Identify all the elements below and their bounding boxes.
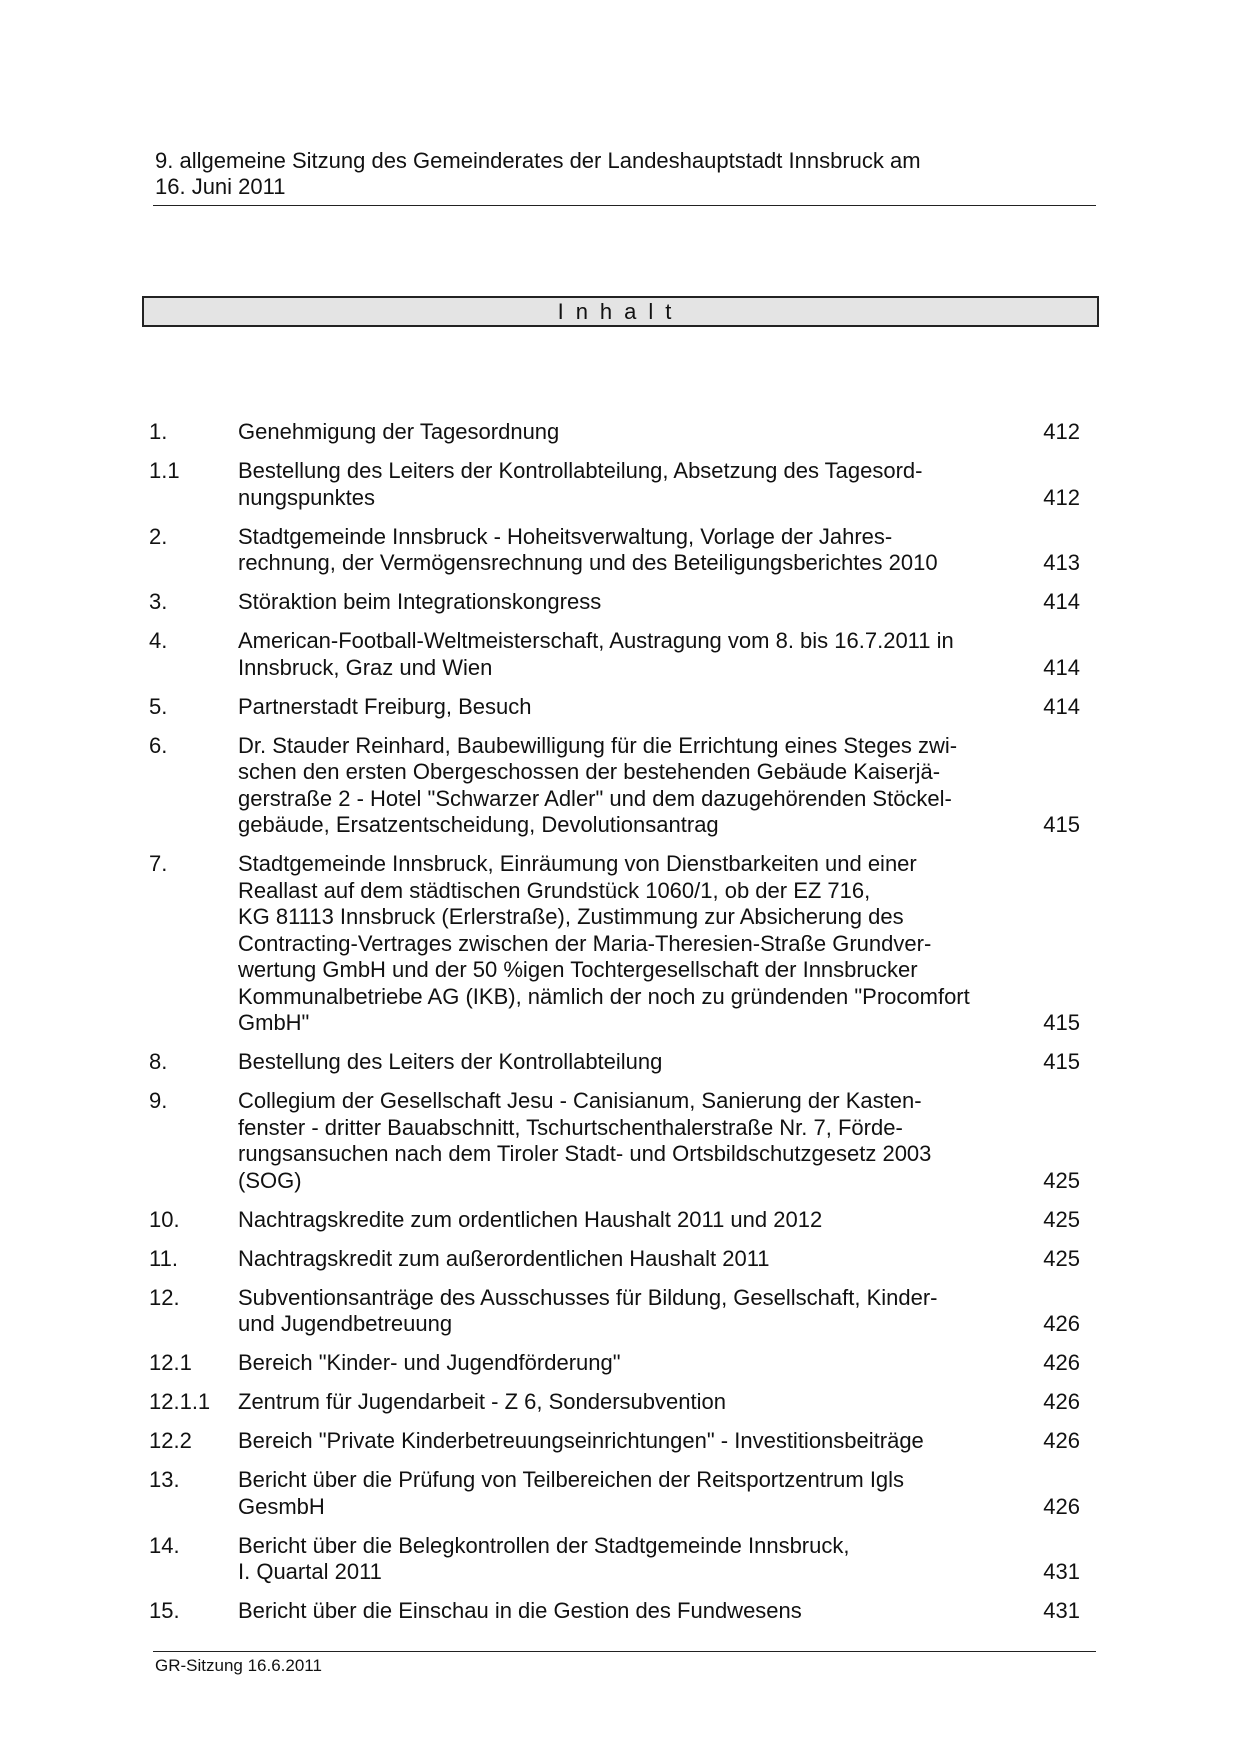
toc-entry-title-line: GesmbH	[238, 1493, 325, 1519]
toc-entry-page: 415	[1043, 1049, 1080, 1074]
toc-entry-number: 11.	[149, 1245, 178, 1271]
toc-entry-title-line: American-Football-Weltmeisterschaft, Austragung vom 8. bis 16.7.2011 in	[238, 628, 954, 653]
toc-entry-title-line: Nachtragskredite zum ordentlichen Haushalt 2011 und 2012	[238, 1206, 823, 1232]
toc-entry-title	[238, 1207, 1018, 1234]
toc-entry-title-line: Stadtgemeinde Innsbruck - Hoheitsverwaltung, Vorlage der Jahres-	[238, 523, 893, 549]
toc-entry[interactable]	[149, 1428, 1099, 1455]
toc-entry-title-line: (SOG)	[238, 1167, 302, 1193]
toc-entry-title	[238, 524, 1018, 577]
footer-divider	[153, 1651, 1096, 1652]
toc-entry-page: 414	[1043, 589, 1080, 614]
toc-entry-title-line: Kommunalbetriebe AG (IKB), nämlich der noch zu gründenden "Procomfort	[238, 983, 970, 1009]
toc-entry-title	[238, 1598, 1018, 1625]
table-of-contents	[149, 419, 1099, 1637]
toc-entry-title-line: Innsbruck, Graz und Wien	[238, 654, 493, 680]
toc-entry-title-line: Bereich "Kinder- und Jugendförderung"	[238, 1350, 621, 1375]
toc-entry-page: 425	[1043, 1245, 1080, 1271]
toc-entry-number: 15.	[149, 1598, 180, 1623]
toc-entry-number: 3.	[149, 589, 168, 614]
toc-entry-title-line: Collegium der Gesellschaft Jesu - Canisianum, Sanierung der Kasten-	[238, 1088, 922, 1113]
toc-entry-page: 426	[1043, 1493, 1080, 1519]
toc-entry-title-line: Zentrum für Jugendarbeit - Z 6, Sondersubvention	[238, 1389, 726, 1414]
toc-entry-page: 426	[1043, 1389, 1080, 1414]
toc-entry-number: 4.	[149, 628, 168, 653]
header-divider	[153, 205, 1096, 206]
toc-entry-page: 415	[1043, 1010, 1080, 1035]
toc-entry-page: 412	[1043, 484, 1080, 510]
toc-entry-page: 425	[1043, 1206, 1080, 1232]
toc-entry-title-line: Dr. Stauder Reinhard, Baubewilligung für die Errichtung eines Steges zwi-	[238, 732, 958, 758]
toc-entry-title-line: gebäude, Ersatzentscheidung, Devolutionsantrag	[238, 812, 719, 837]
toc-entry-title	[238, 1428, 1018, 1455]
toc-entry[interactable]	[149, 589, 1099, 616]
toc-entry-page: 425	[1043, 1167, 1080, 1193]
toc-entry-number: 13.	[149, 1467, 180, 1492]
toc-entry-title-line: rungsansuchen nach dem Tiroler Stadt- und Ortsbildschutzgesetz 2003	[238, 1141, 932, 1166]
toc-entry-title-line: schen den ersten Obergeschossen der bestehenden Gebäude Kaiserjä-	[238, 759, 941, 784]
toc-entry-title-line: nungspunktes	[238, 484, 375, 510]
toc-entry[interactable]	[149, 851, 1099, 1037]
toc-entry-title	[238, 1049, 1018, 1076]
toc-entry-number: 8.	[149, 1049, 168, 1074]
toc-entry-title-line: Bestellung des Leiters der Kontrollabteilung, Absetzung des Tagesord-	[238, 458, 923, 483]
toc-entry-page: 414	[1043, 693, 1080, 719]
toc-entry[interactable]	[149, 733, 1099, 839]
header-line-1: 9. allgemeine Sitzung des Gemeinderates der Landeshauptstadt Innsbruck am	[155, 148, 921, 173]
toc-entry-number: 6.	[149, 732, 168, 758]
toc-entry-page: 415	[1043, 812, 1080, 837]
toc-entry[interactable]	[149, 524, 1099, 577]
toc-entry-number: 12.1	[149, 1350, 192, 1375]
toc-entry-title	[238, 1467, 1018, 1520]
toc-entry-title-line: Störaktion beim Integrationskongress	[238, 589, 602, 614]
toc-entry-page: 426	[1043, 1350, 1080, 1375]
toc-entry[interactable]	[149, 1598, 1099, 1625]
toc-entry-number: 7.	[149, 851, 168, 876]
toc-entry-title	[238, 628, 1018, 681]
toc-entry-number: 10.	[149, 1206, 180, 1232]
toc-entry-title-line: KG 81113 Innsbruck (Erlerstraße), Zustimmung zur Absicherung des	[238, 904, 904, 929]
toc-entry-title-line: I. Quartal 2011	[238, 1559, 382, 1584]
toc-entry-title-line: gerstraße 2 - Hotel "Schwarzer Adler" und dem dazugehörenden Stöckel-	[238, 785, 952, 811]
page-header	[155, 148, 1095, 200]
toc-entry[interactable]	[149, 1389, 1099, 1416]
toc-entry-page: 412	[1043, 419, 1080, 444]
toc-entry-title	[238, 694, 1018, 721]
toc-entry-title	[238, 1088, 1018, 1194]
toc-entry[interactable]	[149, 1207, 1099, 1234]
toc-entry[interactable]	[149, 628, 1099, 681]
toc-entry[interactable]	[149, 458, 1099, 511]
toc-entry[interactable]	[149, 1088, 1099, 1194]
toc-entry-title-line: GmbH"	[238, 1010, 310, 1035]
toc-entry-title	[238, 458, 1018, 511]
toc-entry[interactable]	[149, 1350, 1099, 1377]
toc-entry-page: 426	[1043, 1311, 1080, 1336]
toc-entry[interactable]	[149, 1467, 1099, 1520]
page-footer: GR-Sitzung 16.6.2011	[155, 1656, 322, 1675]
toc-entry-page: 413	[1043, 550, 1080, 575]
toc-entry-title-line: Bericht über die Belegkontrollen der Stadtgemeinde Innsbruck,	[238, 1532, 850, 1558]
toc-entry-title	[238, 1246, 1018, 1273]
toc-title-box	[142, 296, 1099, 327]
toc-entry[interactable]	[149, 1285, 1099, 1338]
toc-entry-number: 12.2	[149, 1428, 192, 1453]
toc-entry[interactable]	[149, 1049, 1099, 1076]
toc-entry-title-line: Bestellung des Leiters der Kontrollabteilung	[238, 1049, 663, 1074]
toc-entry-title	[238, 851, 1018, 1037]
toc-entry-title	[238, 733, 1018, 839]
toc-entry-title-line: Contracting-Vertrages zwischen der Maria-Theresien-Straße Grundver-	[238, 930, 932, 956]
toc-entry-title-line: Reallast auf dem städtischen Grundstück 1060/1, ob der EZ 716,	[238, 877, 871, 903]
toc-entry[interactable]	[149, 1246, 1099, 1273]
toc-entry-title-line: fenster - dritter Bauabschnitt, Tschurtschenthalerstraße Nr. 7, Förde-	[238, 1114, 903, 1140]
toc-entry-title-line: Nachtragskredit zum außerordentlichen Haushalt 2011	[238, 1245, 770, 1271]
toc-entry-title-line: Bereich "Private Kinderbetreuungseinrichtungen" - Investitionsbeiträge	[238, 1428, 924, 1453]
toc-entry-number: 1.	[149, 419, 168, 444]
toc-entry-number: 9.	[149, 1088, 168, 1113]
toc-entry-title-line: Partnerstadt Freiburg, Besuch	[238, 693, 532, 719]
toc-entry-number: 12.1.1	[149, 1389, 211, 1414]
toc-entry-title-line: wertung GmbH und der 50 %igen Tochtergesellschaft der Innsbrucker	[238, 957, 918, 982]
toc-entry-number: 14.	[149, 1532, 180, 1558]
toc-entry-title	[238, 589, 1018, 616]
toc-entry-title	[238, 1533, 1018, 1586]
toc-entry-title-line: Subventionsanträge des Ausschusses für Bildung, Gesellschaft, Kinder-	[238, 1284, 938, 1310]
toc-title: Inhalt	[557, 299, 684, 324]
toc-entry-page: 426	[1043, 1428, 1080, 1453]
toc-entry-title	[238, 1389, 1018, 1416]
toc-entry-title-line: rechnung, der Vermögensrechnung und des Beteiligungsberichtes 2010	[238, 550, 938, 575]
toc-entry-title	[238, 1285, 1018, 1338]
toc-entry-title-line: Stadtgemeinde Innsbruck, Einräumung von Dienstbarkeiten und einer	[238, 851, 917, 876]
toc-entry-page: 414	[1043, 654, 1080, 680]
toc-entry-title	[238, 419, 1018, 446]
toc-entry-title-line: Bericht über die Prüfung von Teilbereichen der Reitsportzentrum Igls	[238, 1467, 905, 1492]
toc-entry[interactable]	[149, 419, 1099, 446]
toc-entry[interactable]	[149, 694, 1099, 721]
toc-entry-number: 5.	[149, 693, 168, 719]
toc-entry-page: 431	[1043, 1598, 1080, 1623]
header-line-2: 16. Juni 2011	[155, 174, 286, 199]
toc-entry-title-line: und Jugendbetreuung	[238, 1311, 453, 1336]
toc-entry-title-line: Genehmigung der Tagesordnung	[238, 419, 560, 444]
toc-entry-number: 12.	[149, 1284, 180, 1310]
toc-entry[interactable]	[149, 1533, 1099, 1586]
toc-entry-title-line: Bericht über die Einschau in die Gestion des Fundwesens	[238, 1598, 802, 1623]
toc-entry-number: 1.1	[149, 458, 180, 483]
toc-entry-title	[238, 1350, 1018, 1377]
toc-entry-number: 2.	[149, 523, 168, 549]
toc-entry-page: 431	[1043, 1559, 1080, 1584]
